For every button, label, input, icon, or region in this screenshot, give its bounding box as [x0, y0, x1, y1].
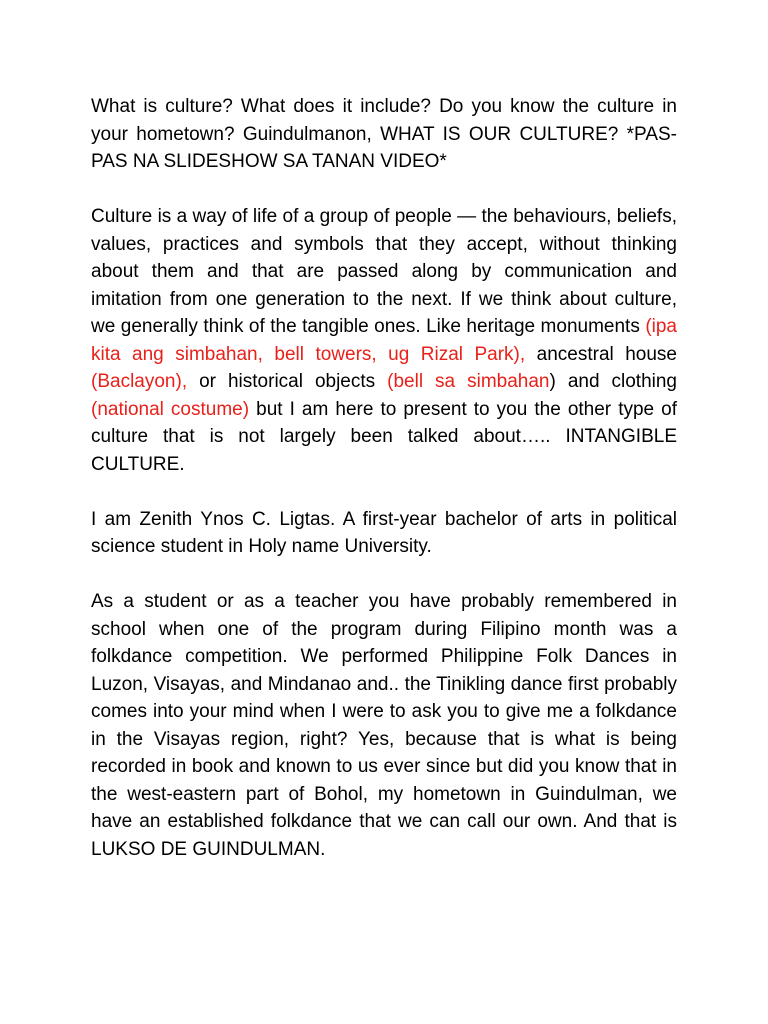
- stage-note-red: (ipa kita ang simbahan, bell towers, ug Rizal Park),: [91, 316, 677, 365]
- text-segment: As a student or as a teacher you have probably remembered in school when one of the program during Filipino month was a folkdance competition. We performed Philippine Folk Dances in Luzon, Visayas, and Mindanao and.. the Tinikling dance first probably comes into your mind when I were to ask you to give me a folkdance in the Visayas region, right? Yes, because that is what is being recorded in book and known to us ever since but did you know that in the west-eastern part of Bohol, my hometown in Guindulman, we have an established folkdance that we can call our own. And that is LUKSO DE GUINDULMAN.: [91, 591, 677, 860]
- stage-note-red: (Baclayon),: [91, 371, 188, 392]
- text-segment: but I am here to present to you the other type of culture that is not largely been talked about….. INTANGIBLE CULTURE.: [91, 398, 678, 475]
- stage-note-red: (national costume): [91, 398, 250, 420]
- paragraph-culture-definition: [91, 203, 677, 478]
- document-body: [91, 93, 677, 863]
- text-segment: ancestral house: [525, 343, 678, 365]
- paragraph-introduction: [91, 506, 677, 561]
- text-segment: I am Zenith Ynos C. Ligtas. A first-year bachelor of arts in political science student in Holy name University.: [91, 508, 677, 557]
- stage-note-red: (bell sa simbahan: [387, 371, 550, 392]
- text-segment: What is culture? What does it include? Do you know the culture in your hometown? Guindulmanon, WHAT IS OUR CULTURE? *PAS-PAS NA SLIDESHOW SA TANAN VIDEO*: [91, 96, 677, 172]
- text-segment: Culture is a way of life of a group of people — the behaviours, beliefs, values, practices and symbols that they accept, without thinking about them and that are passed along by communication and imitation from one generation to the next. If we think about culture, we generally think of the tangible ones. Like heritage monuments: [91, 206, 677, 337]
- paragraph-intro-questions: [91, 93, 677, 176]
- paragraph-folkdance: [91, 588, 677, 863]
- text-segment: or historical objects: [187, 371, 388, 392]
- text-segment: ) and clothing: [549, 371, 677, 392]
